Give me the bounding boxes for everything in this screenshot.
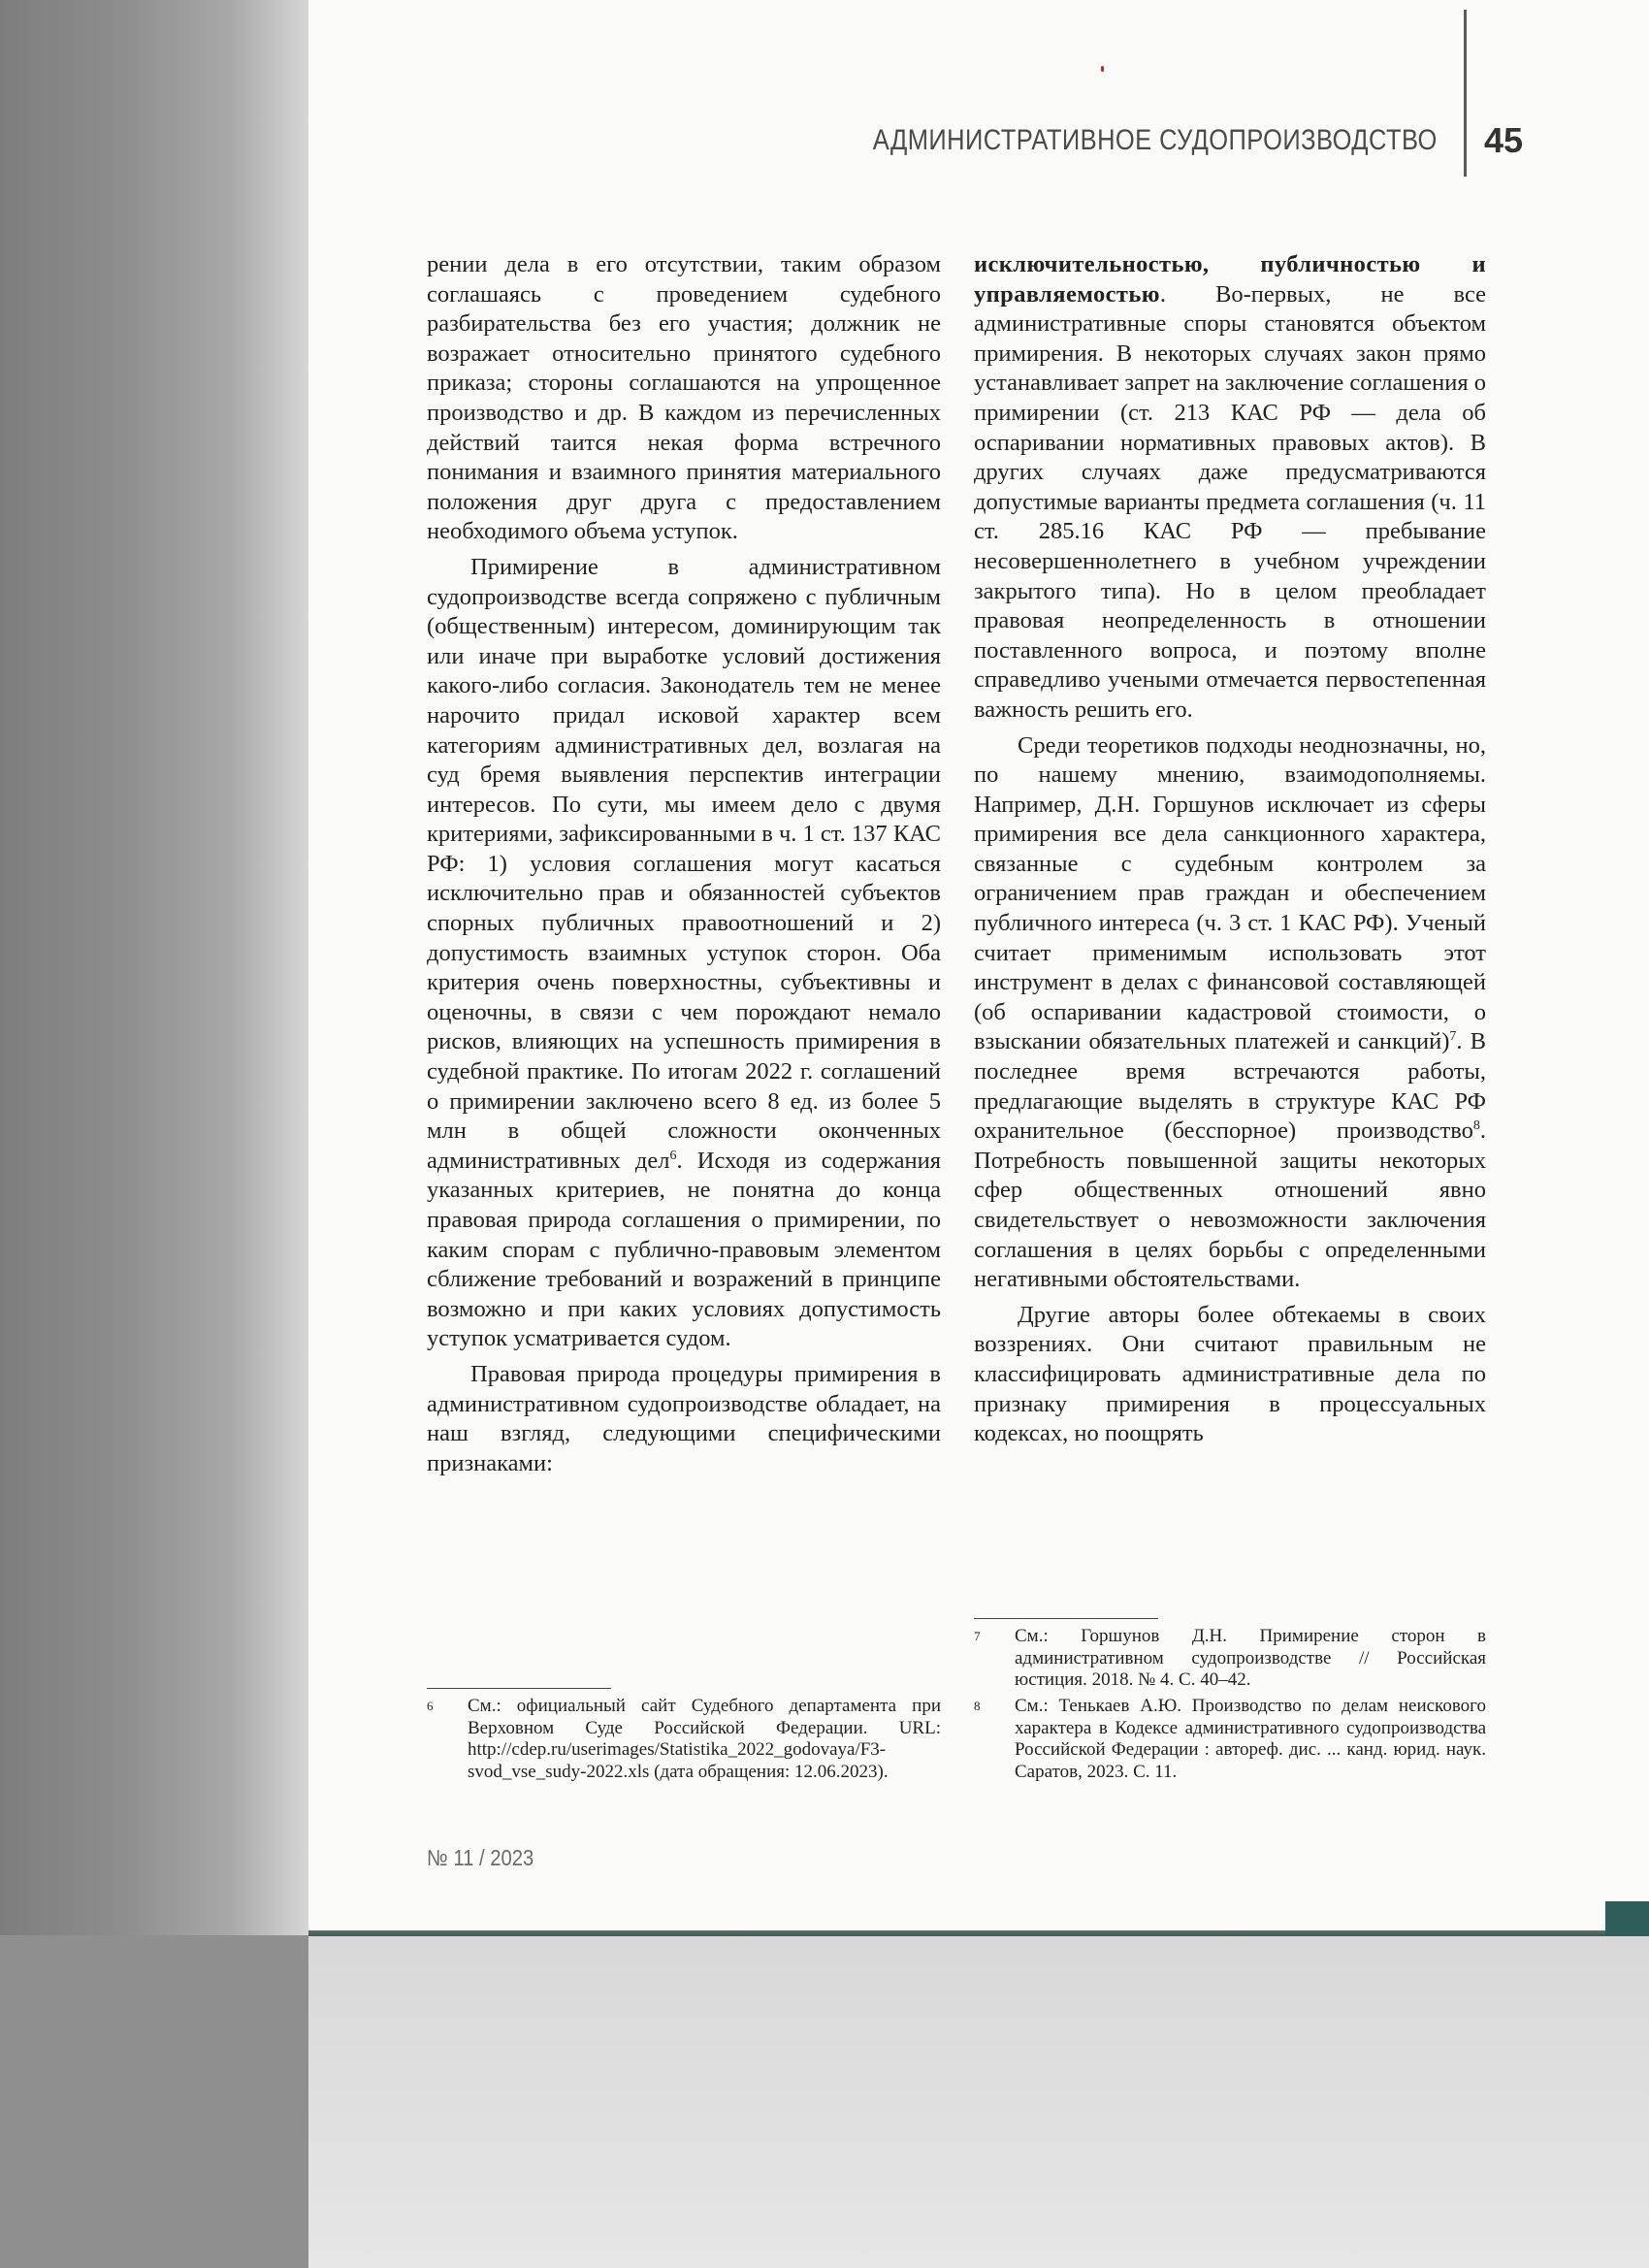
header-divider: [1464, 10, 1467, 177]
footnote-7: 7 См.: Горшунов Д.Н. Примирение сторон в административном судопроизводстве // Российская юстиция. 2018. № 4. С. 40–42.: [974, 1626, 1486, 1690]
footnote-divider: [974, 1618, 1158, 1619]
paragraph: Примирение в административном судопроизводстве всегда сопряжено с публичным (общественным) интересом, доминирующим так или иначе при выработке условий достижения какого-либо согласия. Законодатель тем не менее нарочито придал исковой характер всем категориям административных дел, возлагая на суд бремя выявления перспектив интеграции интересов. По сути, мы имеем дело с двумя критериями, зафиксированными в ч. 1 ст. 137 КАС РФ: 1) условия соглашения могут касаться исключительно прав и обязанностей субъектов спорных публичных правоотношений и 2) допустимость взаимных уступок сторон. Оба критерия очень поверхностны, субъективны и оценочны, в связи с чем порождают немало рисков, влияющих на успешность примирения в судебной практике. По итогам 2022 г. соглашений о примирении заключено всего 8 ед. из более 5 млн в общей сложности оконченных административных дел$^6$. Исходя из содержания указанных критериев, не понятна до конца правовая природа соглашения о примирении, по каким спорам с публично-правовым элементом сближение требований и возражений в принципе возможно и при каких условиях допустимость уступок усматривается судом.: [427, 553, 941, 1352]
paragraph: рении дела в его отсутствии, таким образом соглашаясь с проведением судебного разбирательства без его участия; должник не возражает относительно принятого судебного приказа; стороны соглашаются на упрощенное производство и др. В каждом из перечисленных действий таится некая форма встречного понимания и взаимного принятия материального положения друг друга с предоставлением необходимого объема уступок.: [427, 251, 941, 545]
paragraph: исключительностью, публичностью и управляемостью. Во-первых, не все административные споры становятся объектом примирения. В некоторых случаях закон прямо устанавливает запрет на заключение соглашения о примирении (ст. 213 КАС РФ — дела об оспаривании нормативных правовых актов). В других случаях даже предусматриваются допустимые варианты предмета соглашения (ч. 11 ст. 285.16 КАС РФ — пребывание несовершеннолетнего в учебном учреждении закрытого типа). Но в целом преобладает правовая неопределенность в отношении поставленного вопроса, и поэтому вполне справедливо учеными отмечается первостепенная важность решить его.: [974, 251, 1486, 723]
footnote-ref[interactable]: 7: [1449, 1029, 1457, 1045]
ink-speck: [1101, 66, 1104, 72]
paragraph: Другие авторы более обтекаемы в своих воззрениях. Они считают правильным не классифицировать административные дела по признаку примирения в процессуальных кодексах, но поощрять: [974, 1301, 1486, 1447]
right-column: [974, 250, 1486, 1449]
footnote-divider: [427, 1688, 611, 1689]
cover-edge: [1605, 1901, 1649, 1936]
running-header: [872, 116, 1523, 175]
section-title: АДМИНИСТРАТИВНОЕ СУДОПРОИЗВОДСТВО: [872, 124, 1438, 156]
footnote-ref[interactable]: 8: [1472, 1118, 1480, 1134]
paragraph: Правовая природа процедуры примирения в административном судопроизводстве обладает, на наш взгляд, следующими специфическими признаками:: [427, 1360, 941, 1476]
footnote-ref[interactable]: 6: [669, 1148, 677, 1163]
paragraph: Среди теоретиков подходы неоднозначны, но, по нашему мнению, взаимодополняемы. Например, Д.Н. Горшунов исключает из сферы примирения все дела санкционного характера, связанные с судебным контролем за ограничением прав граждан и обеспечением публичного интереса (ч. 3 ст. 1 КАС РФ). Ученый считает применимым использовать этот инструмент в делах с финансовой составляющей (об оспаривании кадастровой стоимости, о взыскании обязательных платежей и санкций)$^7$. В последнее время встречаются работы, предлагающие выделять в структуре КАС РФ охранительное (бесспорное) производство$^8$. Потребность повышенной защиты некоторых сфер общественных отношений явно свидетельствует о невозможности заключения соглашения в целях борьбы с определенными негативными обстоятельствами.: [974, 731, 1486, 1293]
footnote-6: 6 См.: официальный сайт Судебного департамента при Верховном Суде Российской Федерации. URL: http://cdep.ru/userimages/Statistika_2022_godovaya/F3-svod_vse_sudy-2022.xls (дата обращения: 12.06.2023).: [427, 1696, 941, 1782]
footnote-8: 8 См.: Тенькаев А.Ю. Производство по делам неискового характера в Кодексе административного судопроизводства Российской Федерации : автореф. дис. ... канд. юрид. наук. Саратов, 2023. С. 11.: [974, 1696, 1486, 1782]
page-bottom-edge: [308, 1930, 1630, 1936]
page-number: 45: [1483, 120, 1523, 160]
left-column: [427, 250, 941, 1478]
scanner-background-corner: [0, 1935, 308, 2268]
scanner-background-left: [0, 0, 308, 1935]
issue-number: № 11 / 2023: [427, 1845, 534, 1870]
